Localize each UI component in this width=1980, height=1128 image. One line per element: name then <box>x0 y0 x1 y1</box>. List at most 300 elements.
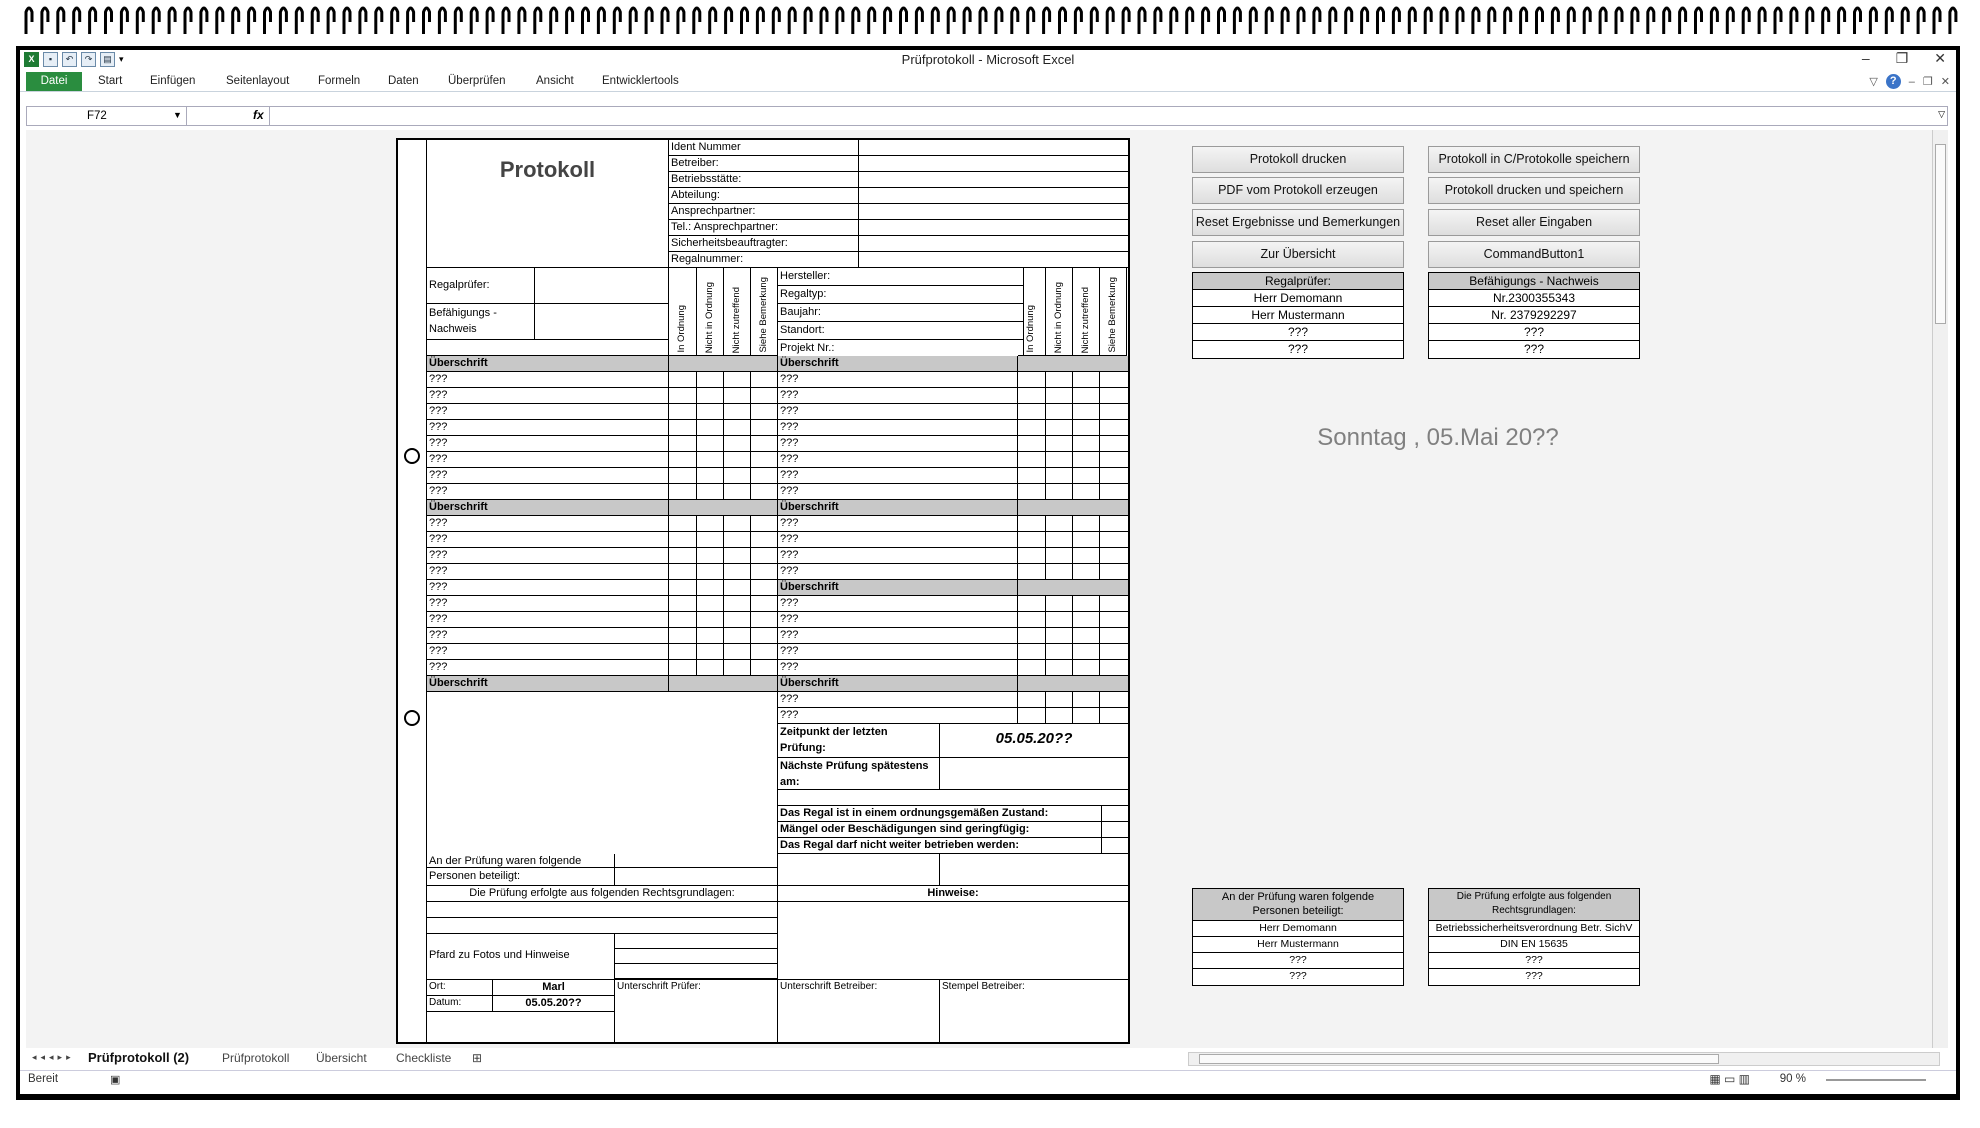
status-checkbox[interactable] <box>724 596 751 612</box>
status-checkbox[interactable] <box>751 468 778 484</box>
status-checkbox[interactable] <box>1046 548 1073 564</box>
condition-checkbox[interactable] <box>1102 838 1128 854</box>
status-checkbox[interactable] <box>1073 436 1100 452</box>
check-item: ??? <box>778 692 1018 708</box>
close-workbook-icon[interactable]: ✕ <box>1940 76 1950 88</box>
header-value[interactable] <box>859 236 1128 252</box>
legal-cell[interactable]: ??? <box>1525 970 1543 982</box>
sheet-tab[interactable]: Prüfprotokoll <box>222 1051 290 1065</box>
status-checkbox[interactable] <box>1073 388 1100 404</box>
status-checkbox[interactable] <box>1046 372 1073 388</box>
status-checkbox[interactable] <box>724 532 751 548</box>
status-checkbox[interactable] <box>1018 452 1046 468</box>
section-heading-fill <box>669 676 778 692</box>
persons-header-line1: An der Prüfung waren folgende <box>1221 891 1375 903</box>
check-item: ??? <box>778 564 1018 580</box>
persons-header-line2: Personen beteiligt: <box>1252 905 1344 917</box>
status-checkbox[interactable] <box>1018 484 1046 500</box>
status-checkbox[interactable] <box>724 372 751 388</box>
status-checkbox[interactable] <box>751 628 778 644</box>
binder-strip <box>398 140 427 1042</box>
status-checkbox[interactable] <box>1018 564 1046 580</box>
check-item: ??? <box>778 660 1018 676</box>
check-item: ??? <box>778 644 1018 660</box>
print-preview-icon[interactable]: ▤ <box>100 52 115 67</box>
print-protocol-button[interactable]: Protokoll drucken <box>1192 146 1404 173</box>
header-value[interactable] <box>859 252 1128 268</box>
status-checkbox[interactable] <box>1046 452 1073 468</box>
header-value[interactable] <box>859 204 1128 220</box>
status-checkbox[interactable] <box>1018 612 1046 628</box>
condition-checkbox[interactable] <box>1102 822 1128 838</box>
tab-review[interactable]: Überprüfen <box>448 75 506 87</box>
status-checkbox[interactable] <box>751 580 778 596</box>
status-checkbox[interactable] <box>1100 372 1128 388</box>
status-checkbox[interactable] <box>1018 404 1046 420</box>
nachweis-table <box>1428 272 1640 359</box>
sheet-tab-active[interactable]: Prüfprotokoll (2) <box>88 1050 190 1065</box>
status-checkbox[interactable] <box>1046 468 1073 484</box>
tab-developer[interactable]: Entwicklertools <box>602 75 679 87</box>
status-checkbox[interactable] <box>669 436 697 452</box>
status-checkbox[interactable] <box>724 548 751 564</box>
betreiber-signature: Unterschrift Betreiber: <box>778 980 940 1042</box>
pruefer-table <box>1192 272 1404 359</box>
status-checkbox[interactable] <box>1100 628 1128 644</box>
legal-table <box>1428 888 1640 986</box>
status-checkbox[interactable] <box>669 564 697 580</box>
sheet-tab[interactable]: Checkliste <box>396 1051 452 1065</box>
zoom-level[interactable]: 90 % <box>1779 1073 1806 1085</box>
status-checkbox[interactable] <box>669 484 697 500</box>
status-checkbox[interactable] <box>1018 708 1046 724</box>
status-checkbox[interactable] <box>1073 452 1100 468</box>
status-checkbox[interactable] <box>1046 388 1073 404</box>
create-pdf-button[interactable]: PDF vom Protokoll erzeugen <box>1192 177 1404 204</box>
status-column-label: Nicht in Ordnung <box>703 281 715 353</box>
status-checkbox[interactable] <box>1073 612 1100 628</box>
check-item: ??? <box>427 372 669 388</box>
redo-icon[interactable]: ↷ <box>81 52 96 67</box>
check-item: ??? <box>778 628 1018 644</box>
header-label: Sicherheitsbeauftragter: <box>669 236 859 252</box>
status-checkbox[interactable] <box>1100 564 1128 580</box>
status-checkbox[interactable] <box>669 420 697 436</box>
person-cell[interactable]: Herr Mustermann <box>1193 937 1403 953</box>
status-checkbox[interactable] <box>669 628 697 644</box>
legal-cell[interactable]: DIN EN 15635 <box>1429 937 1639 953</box>
macro-record-icon[interactable]: ▣ <box>110 1074 121 1086</box>
status-checkbox[interactable] <box>669 404 697 420</box>
formula-bar <box>26 106 1948 126</box>
photos-value[interactable] <box>615 949 778 964</box>
status-checkbox[interactable] <box>1073 628 1100 644</box>
next-check-line2: am: <box>780 776 800 788</box>
restore-icon[interactable]: ❐ <box>1895 50 1909 66</box>
status-checkbox[interactable] <box>669 580 697 596</box>
status-checkbox[interactable] <box>1046 660 1073 676</box>
pruefer-cell[interactable]: Herr Mustermann <box>1193 307 1403 324</box>
person-cell[interactable]: ??? <box>1289 970 1307 982</box>
status-checkbox[interactable] <box>1100 468 1128 484</box>
pruefer-cell[interactable]: ??? <box>1287 342 1309 356</box>
next-check-line1: Nächste Prüfung spätestens <box>780 760 929 772</box>
status-checkbox[interactable] <box>751 436 778 452</box>
status-checkbox[interactable] <box>751 516 778 532</box>
check-item: ??? <box>778 468 1018 484</box>
status-checkbox[interactable] <box>1073 692 1100 708</box>
status-checkbox[interactable] <box>697 452 724 468</box>
status-checkbox[interactable] <box>1073 548 1100 564</box>
status-checkbox[interactable] <box>697 436 724 452</box>
section-heading: Überschrift <box>427 500 669 516</box>
vertical-scrollbar[interactable] <box>1932 130 1948 1048</box>
persons-value[interactable] <box>615 854 778 886</box>
form-cell <box>778 790 1128 806</box>
header-value[interactable] <box>859 140 1128 156</box>
reset-results-button[interactable]: Reset Ergebnisse und Bemerkungen <box>1192 209 1404 236</box>
status-checkbox[interactable] <box>1100 452 1128 468</box>
restore-workbook-icon[interactable]: ❐ <box>1922 76 1933 88</box>
nachweis-cell[interactable]: ??? <box>1523 342 1545 356</box>
status-checkbox[interactable] <box>724 404 751 420</box>
status-column-header <box>1046 268 1073 356</box>
status-checkbox[interactable] <box>1100 596 1128 612</box>
insert-sheet-icon[interactable]: ⊞ <box>472 1051 483 1065</box>
command-button-1[interactable]: CommandButton1 <box>1428 241 1640 268</box>
status-checkbox[interactable] <box>1100 484 1128 500</box>
status-checkbox[interactable] <box>751 404 778 420</box>
status-checkbox[interactable] <box>697 388 724 404</box>
persons-label <box>427 854 615 886</box>
status-checkbox[interactable] <box>724 452 751 468</box>
status-checkbox[interactable] <box>1100 548 1128 564</box>
status-checkbox[interactable] <box>1073 516 1100 532</box>
undo-icon[interactable]: ↶ <box>62 52 77 67</box>
tab-view[interactable]: Ansicht <box>536 75 574 87</box>
status-checkbox[interactable] <box>1046 564 1073 580</box>
status-checkbox[interactable] <box>751 452 778 468</box>
section-heading-fill <box>1018 356 1128 372</box>
status-checkbox[interactable] <box>697 612 724 628</box>
header-value[interactable] <box>859 172 1128 188</box>
status-column-header <box>669 268 697 356</box>
zoom-slider[interactable] <box>1826 1079 1926 1081</box>
status-checkbox[interactable] <box>1073 564 1100 580</box>
check-item: ??? <box>427 388 669 404</box>
status-checkbox[interactable] <box>1100 692 1128 708</box>
reset-all-button[interactable]: Reset aller Eingaben <box>1428 209 1640 236</box>
last-check-date: 05.05.20?? <box>940 724 1128 758</box>
status-checkbox[interactable] <box>697 564 724 580</box>
status-checkbox[interactable] <box>751 660 778 676</box>
status-checkbox[interactable] <box>1018 372 1046 388</box>
status-checkbox[interactable] <box>1018 388 1046 404</box>
status-checkbox[interactable] <box>1018 436 1046 452</box>
status-checkbox[interactable] <box>1046 644 1073 660</box>
status-checkbox[interactable] <box>1046 436 1073 452</box>
status-checkbox[interactable] <box>1018 420 1046 436</box>
status-checkbox[interactable] <box>1073 372 1100 388</box>
status-checkbox[interactable] <box>1100 516 1128 532</box>
datum-label: Datum: <box>427 996 493 1012</box>
sheet-tab[interactable]: Übersicht <box>316 1051 367 1065</box>
tab-formulas[interactable]: Formeln <box>318 75 361 87</box>
tab-page-layout[interactable]: Seitenlayout <box>226 75 290 87</box>
status-checkbox[interactable] <box>669 660 697 676</box>
condition-label: Das Regal darf nicht weiter betrieben werden: <box>778 838 1102 854</box>
status-checkbox[interactable] <box>697 516 724 532</box>
status-checkbox[interactable] <box>1100 644 1128 660</box>
check-item: ??? <box>427 548 669 564</box>
legal-cell[interactable]: ??? <box>1429 953 1639 969</box>
status-checkbox[interactable] <box>669 516 697 532</box>
status-checkbox[interactable] <box>697 404 724 420</box>
persons-line2: Personen beteiligt: <box>429 870 521 882</box>
status-checkbox[interactable] <box>1018 660 1046 676</box>
status-checkbox[interactable] <box>1073 644 1100 660</box>
check-item: ??? <box>427 468 669 484</box>
status-checkbox[interactable] <box>724 436 751 452</box>
excel-icon[interactable]: X <box>24 52 39 67</box>
status-checkbox[interactable] <box>724 468 751 484</box>
betreiber-stamp: Stempel Betreiber: <box>942 981 1025 992</box>
status-checkbox[interactable] <box>697 548 724 564</box>
status-checkbox[interactable] <box>751 484 778 500</box>
customize-toolbar-icon[interactable]: ▾ <box>119 54 124 64</box>
save-protocol-button[interactable]: Protokoll in C/Protokolle speichern <box>1428 146 1640 173</box>
status-checkbox[interactable] <box>697 660 724 676</box>
nachweis-label-line1: Befähigungs - <box>429 307 497 319</box>
status-checkbox[interactable] <box>1100 708 1128 724</box>
status-checkbox[interactable] <box>724 644 751 660</box>
status-checkbox[interactable] <box>697 644 724 660</box>
photos-label: Pfard zu Fotos und Hinweise <box>427 934 615 980</box>
check-item: ??? <box>427 436 669 452</box>
status-checkbox[interactable] <box>1073 404 1100 420</box>
status-checkbox[interactable] <box>669 644 697 660</box>
legal-header-line1: Die Prüfung erfolgte aus folgenden <box>1456 891 1612 902</box>
section-heading: Überschrift <box>778 500 1018 516</box>
status-checkbox[interactable] <box>1046 532 1073 548</box>
status-checkbox[interactable] <box>724 628 751 644</box>
person-cell[interactable]: ??? <box>1193 953 1403 969</box>
status-checkbox[interactable] <box>1073 660 1100 676</box>
help-icon[interactable]: ? <box>1886 74 1901 89</box>
minimize-icon[interactable]: – <box>1861 50 1870 66</box>
right-label: Standort: <box>778 322 1024 340</box>
status-checkbox[interactable] <box>697 580 724 596</box>
status-checkbox[interactable] <box>724 484 751 500</box>
status-checkbox[interactable] <box>697 596 724 612</box>
status-checkbox[interactable] <box>1046 484 1073 500</box>
status-checkbox[interactable] <box>724 564 751 580</box>
nachweis-value[interactable] <box>535 304 669 340</box>
protocol-form <box>396 138 1130 1044</box>
nachweis-cell[interactable]: Nr.2300355343 <box>1429 290 1639 307</box>
status-checkbox[interactable] <box>724 388 751 404</box>
status-checkbox[interactable] <box>1018 548 1046 564</box>
status-checkbox[interactable] <box>669 596 697 612</box>
status-checkbox[interactable] <box>1073 484 1100 500</box>
photos-value[interactable] <box>615 934 778 949</box>
section-heading: Überschrift <box>778 676 1018 692</box>
persons-value[interactable] <box>778 854 940 886</box>
header-label: Regalnummer: <box>669 252 859 268</box>
check-item: ??? <box>778 548 1018 564</box>
name-box[interactable]: F72 <box>27 107 187 125</box>
status-checkbox[interactable] <box>1046 708 1073 724</box>
status-checkbox[interactable] <box>1018 516 1046 532</box>
ribbon-collapse-icon[interactable]: ▽ <box>1869 76 1878 88</box>
status-checkbox[interactable] <box>1100 660 1128 676</box>
print-and-save-button[interactable]: Protokoll drucken und speichern <box>1428 177 1640 204</box>
persons-value[interactable] <box>940 854 1128 886</box>
status-checkbox[interactable] <box>1073 420 1100 436</box>
status-checkbox[interactable] <box>697 468 724 484</box>
status-checkbox[interactable] <box>1046 404 1073 420</box>
status-checkbox[interactable] <box>1100 388 1128 404</box>
legal-value[interactable] <box>427 918 778 934</box>
minimize-workbook-icon[interactable]: – <box>1908 75 1915 88</box>
close-icon[interactable]: ✕ <box>1934 50 1946 66</box>
status-checkbox[interactable] <box>724 516 751 532</box>
status-checkbox[interactable] <box>1046 596 1073 612</box>
status-checkbox[interactable] <box>751 372 778 388</box>
photos-value[interactable] <box>615 964 778 979</box>
status-column-label: In Ordnung <box>676 305 687 353</box>
status-column-header <box>751 268 778 356</box>
status-checkbox[interactable] <box>1018 628 1046 644</box>
section-heading-fill <box>669 356 778 372</box>
right-label: Projekt Nr.: <box>778 340 1024 358</box>
overview-button[interactable]: Zur Übersicht <box>1192 241 1404 268</box>
section-heading-fill <box>1018 580 1128 596</box>
status-checkbox[interactable] <box>1073 532 1100 548</box>
check-item: ??? <box>427 660 669 676</box>
pruefer-cell[interactable]: ??? <box>1193 324 1403 341</box>
nachweis-label-line2: Nachweis <box>429 323 477 335</box>
status-checkbox[interactable] <box>1018 468 1046 484</box>
nachweis-cell[interactable]: ??? <box>1429 324 1639 341</box>
status-checkbox[interactable] <box>1100 532 1128 548</box>
status-checkbox[interactable] <box>751 532 778 548</box>
sheet-nav-icon[interactable]: ◂◂◂▸▸ <box>32 1052 75 1062</box>
status-checkbox[interactable] <box>751 612 778 628</box>
horizontal-scrollbar[interactable] <box>1188 1052 1940 1066</box>
status-checkbox[interactable] <box>1046 692 1073 708</box>
header-label: Tel.: Ansprechpartner: <box>669 220 859 236</box>
status-checkbox[interactable] <box>751 644 778 660</box>
status-checkbox[interactable] <box>1073 468 1100 484</box>
status-checkbox[interactable] <box>1100 612 1128 628</box>
status-checkbox[interactable] <box>1018 692 1046 708</box>
header-value[interactable] <box>859 220 1128 236</box>
condition-label: Das Regal ist in einem ordnungsgemäßen Zustand: <box>778 806 1102 822</box>
insert-function-icon[interactable]: fx <box>253 108 264 122</box>
check-item: ??? <box>778 596 1018 612</box>
next-check-date[interactable] <box>940 758 1128 790</box>
status-checkbox[interactable] <box>669 388 697 404</box>
status-checkbox[interactable] <box>724 612 751 628</box>
status-column-header <box>697 268 724 356</box>
status-column-label: Siehe Bemerkung <box>757 277 769 353</box>
status-column-label: Nicht in Ordnung <box>1052 281 1064 353</box>
notes-area[interactable] <box>778 902 1128 980</box>
status-checkbox[interactable] <box>751 548 778 564</box>
header-value[interactable] <box>859 156 1128 172</box>
status-checkbox[interactable] <box>1046 612 1073 628</box>
status-checkbox[interactable] <box>669 372 697 388</box>
formula-input[interactable] <box>275 108 1935 124</box>
status-checkbox[interactable] <box>669 548 697 564</box>
status-checkbox[interactable] <box>724 660 751 676</box>
name-box-dropdown-icon[interactable]: ▼ <box>173 110 182 120</box>
notes-label: Hinweise: <box>778 886 1128 902</box>
person-cell[interactable]: Herr Demomann <box>1193 921 1403 937</box>
status-checkbox[interactable] <box>1100 404 1128 420</box>
status-checkbox[interactable] <box>1018 532 1046 548</box>
formula-expand-icon[interactable]: ▽ <box>1938 109 1945 119</box>
pruefer-header: Regalprüfer: <box>1193 273 1403 290</box>
legal-cell[interactable]: Betriebssicherheitsverordnung Betr. SichV <box>1429 921 1639 937</box>
pruefer-value[interactable] <box>535 268 669 304</box>
header-value[interactable] <box>859 188 1128 204</box>
tab-data[interactable]: Daten <box>388 75 419 87</box>
tab-file[interactable]: Datei <box>26 72 82 91</box>
status-checkbox[interactable] <box>1100 436 1128 452</box>
nachweis-cell[interactable]: Nr. 2379292297 <box>1429 307 1639 324</box>
status-checkbox[interactable] <box>751 596 778 612</box>
status-checkbox[interactable] <box>669 452 697 468</box>
status-checkbox[interactable] <box>697 532 724 548</box>
status-checkbox[interactable] <box>724 420 751 436</box>
status-checkbox[interactable] <box>697 372 724 388</box>
status-checkbox[interactable] <box>751 420 778 436</box>
status-checkbox[interactable] <box>669 468 697 484</box>
status-checkbox[interactable] <box>1046 628 1073 644</box>
legal-value[interactable] <box>427 902 778 918</box>
status-checkbox[interactable] <box>1046 516 1073 532</box>
protocol-title: Protokoll <box>427 140 669 268</box>
tab-start[interactable]: Start <box>98 75 123 87</box>
status-checkbox[interactable] <box>697 420 724 436</box>
status-checkbox[interactable] <box>1046 420 1073 436</box>
binder-rings <box>0 0 1980 40</box>
status-checkbox[interactable] <box>1073 596 1100 612</box>
status-checkbox[interactable] <box>669 612 697 628</box>
view-buttons-icon[interactable]: ▦ ▭ ▥ <box>1709 1072 1750 1086</box>
status-checkbox[interactable] <box>697 628 724 644</box>
status-checkbox[interactable] <box>751 388 778 404</box>
status-checkbox[interactable] <box>1100 420 1128 436</box>
pruefer-cell[interactable]: Herr Demomann <box>1193 290 1403 307</box>
status-checkbox[interactable] <box>1018 644 1046 660</box>
tab-insert[interactable]: Einfügen <box>150 75 196 87</box>
check-item: ??? <box>427 420 669 436</box>
status-checkbox[interactable] <box>1018 596 1046 612</box>
form-cell <box>427 340 669 356</box>
remarks-area[interactable] <box>427 692 778 868</box>
status-checkbox[interactable] <box>669 532 697 548</box>
status-checkbox[interactable] <box>697 484 724 500</box>
excel-window <box>16 46 1960 1100</box>
condition-checkbox[interactable] <box>1102 806 1128 822</box>
status-checkbox[interactable] <box>1073 708 1100 724</box>
status-checkbox[interactable] <box>751 564 778 580</box>
status-checkbox[interactable] <box>724 580 751 596</box>
save-icon[interactable]: ▪ <box>43 52 58 67</box>
